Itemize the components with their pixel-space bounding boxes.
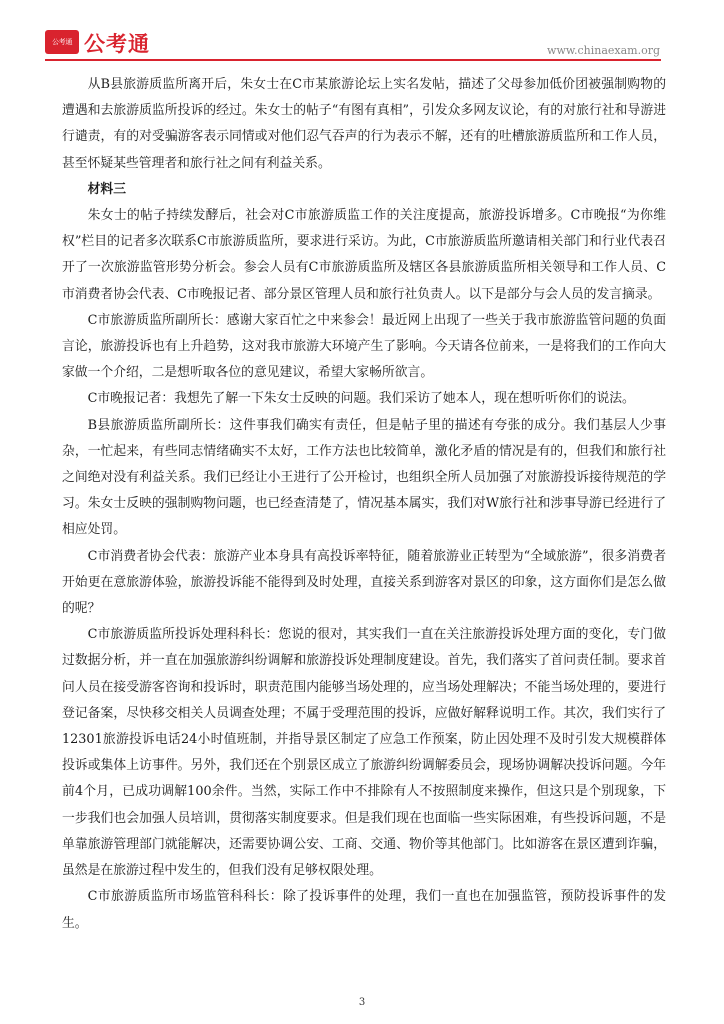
header-divider — [45, 59, 661, 61]
page-header — [0, 0, 724, 64]
paragraph: C市消费者协会代表：旅游产业本身具有高投诉率特征，随着旅游业正转型为“全域旅游”，很多消费者开始更在意旅游体验，旅游投诉能不能得到及时处理，直接关系到游客对景区的印象，这方面你们是怎么做的呢？ — [62, 548, 666, 617]
paragraph: C市旅游质监所副所长：感谢大家百忙之中来参会！最近网上出现了一些关于我市旅游监管问题的负面言论，旅游投诉也有上升趋势，这对我市旅游大环境产生了影响。今天请各位前来，一是将我们的工作向大家做一个介绍，二是想听取各位的意见建议，希望大家畅所欲言。 — [62, 312, 666, 381]
logo-badge-icon: 公考通 — [45, 30, 79, 54]
paragraph: C市旅游质监所投诉处理科科长：您说的很对，其实我们一直在关注旅游投诉处理方面的变化，专门做过数据分析，并一直在加强旅游纠纷调解和旅游投诉处理制度建设。首先，我们落实了首问责任制。要求首问人员在接受游客咨询和投诉时，职责范围内能够当场处理的，应当场处理解决；不能当场处理的，要进行登记备案，尽快移交相关人员调查处理；不属于受理范围的投诉，应做好解释说明工作。其次，我们实行了12301旅游投诉电话24小时值班制，并指导景区制定了应急工作预案，防止因处理不及时引发大规模群体投诉或集体上访事件。另外，我们还在个别景区成立了旅游纠纷调解委员会，现场协调解决投诉问题。今年前4个月，已成功调解100余件。当然，实际工作中不排除有人不按照制度来操作，但这只是个别现象，下一步我们也会加强人员培训，贯彻落实制度要求。但是我们现在也面临一些实际困难，有些投诉问题，不是单靠旅游管理部门就能解决，还需要协调公安、工商、交通、物价等其他部门。比如游客在景区遭到诈骗，虽然是在旅游过程中发生的，但我们没有足够权限处理。 — [62, 627, 666, 879]
paragraph: C市旅游质监所市场监管科科长：除了投诉事件的处理，我们一直也在加强监管，预防投诉事件的发生。 — [62, 889, 666, 931]
section-heading: 材料三 — [87, 181, 126, 197]
document-body — [62, 72, 666, 937]
page-number: 3 — [358, 997, 366, 1008]
paragraph: C市晚报记者：我想先了解一下朱女士反映的问题。我们采访了她本人，现在想听听你们的说法。 — [87, 391, 635, 407]
site-url[interactable]: www.chinaexam.org — [547, 44, 660, 57]
paragraph: 朱女士的帖子持续发酵后，社会对C市旅游质监工作的关注度提高，旅游投诉增多。C市晚报“为你维权”栏目的记者多次联系C市旅游质监所，要求进行采访。为此，C市旅游质监所邀请相关部门和行业代表召开了一次旅游监管形势分析会。参会人员有C市旅游质监所及辖区各县旅游质监所相关领导和工作人员、C市消费者协会代表、C市晚报记者、部分景区管理人员和旅行社负责人。以下是部分与会人员的发言摘录。 — [62, 208, 666, 302]
logo-text: 公考通 — [84, 32, 150, 56]
paragraph: B县旅游质监所副所长：这件事我们确实有责任，但是帖子里的描述有夸张的成分。我们基层人少事杂，一忙起来，有些同志情绪确实不太好，工作方法也比较简单，激化矛盾的情况是有的，但我们和旅行社之间绝对没有利益关系。我们已经让小王进行了公开检讨，也组织全所人员加强了对旅游投诉接待规范的学习。朱女士反映的强制购物问题，也已经查清楚了，情况基本属实，我们对W旅行社和涉事导游已经进行了相应处罚。 — [62, 417, 666, 538]
paragraph: 从B县旅游质监所离开后，朱女士在C市某旅游论坛上实名发帖，描述了父母参加低价团被强制购物的遭遇和去旅游质监所投诉的经过。朱女士的帖子“有图有真相”，引发众多网友议论，有的对旅行社和导游进行谴责，有的对受骗游客表示同情或对他们忍气吞声的行为表示不解，还有的吐槽旅游质监所和工作人员，甚至怀疑某些管理者和旅行社之间有利益关系。 — [62, 77, 666, 171]
